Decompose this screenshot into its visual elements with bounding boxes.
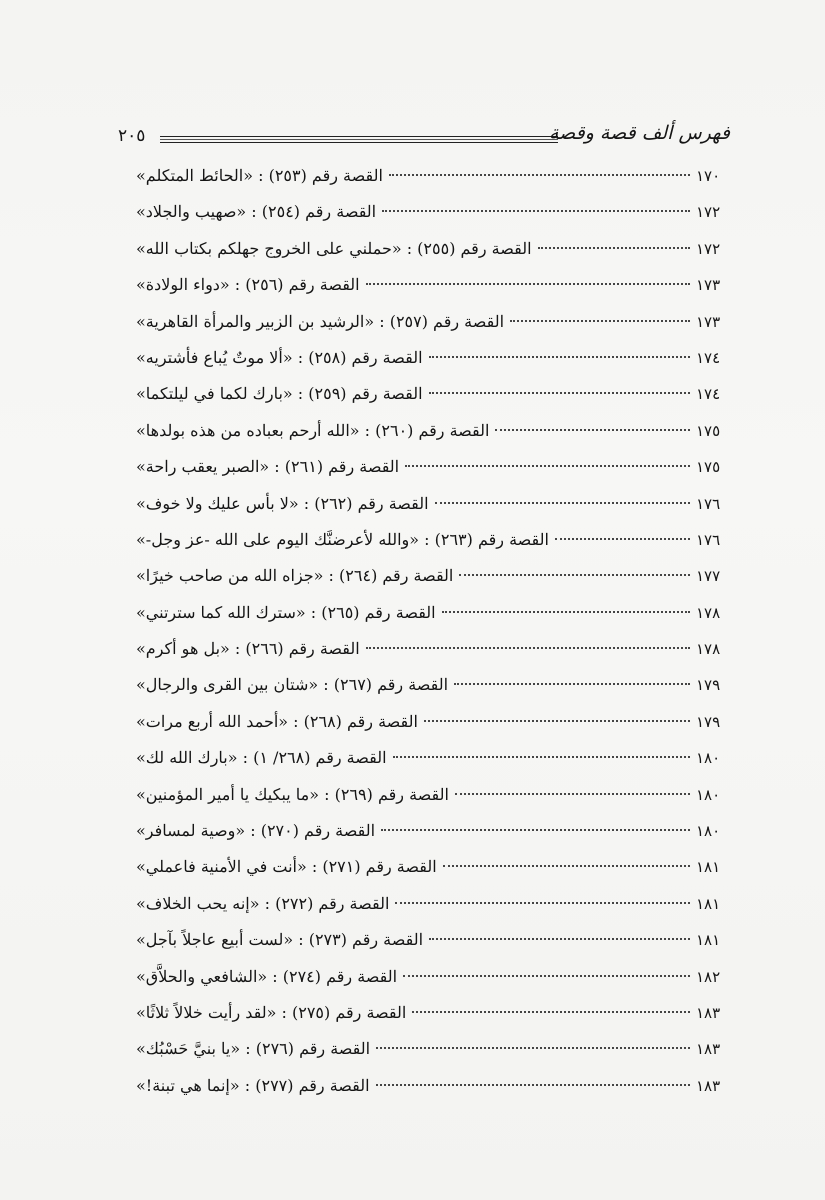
toc-entry-label: القصة رقم (٢٦٣) : «والله لأعرضنَّك اليوم على الله -عز وجل-»	[136, 529, 549, 549]
toc-entry-label: القصة رقم (٢٧٧) : «إنما هي تبنة!»	[136, 1075, 370, 1095]
toc-entry-page: ١٧٤	[696, 385, 721, 404]
dot-leader	[393, 756, 690, 758]
dot-leader	[429, 392, 690, 394]
toc-entry-page: ١٧٨	[696, 640, 721, 659]
toc-entry-label: القصة رقم (٢٧٣) : «لست أبيع عاجلاً بآجل»	[136, 930, 424, 950]
toc-entry	[130, 1003, 730, 1039]
dot-leader	[442, 611, 690, 613]
toc-entry-label: القصة رقم (٢٦٠) : «الله أرحم بعباده من هذه بولدها»	[136, 420, 490, 440]
toc-entry-page: ١٧٠	[696, 167, 721, 185]
toc-entry	[130, 1039, 730, 1075]
dot-leader	[429, 356, 690, 358]
running-title: فهرس ألف قصة وقصة	[548, 122, 730, 144]
toc-entry-page: ١٧٢	[696, 203, 721, 222]
toc-entry-label: القصة رقم (٢٦٢) : «لا بأس عليك ولا خوف»	[136, 493, 429, 513]
toc-entry-page: ١٧٣	[696, 276, 721, 295]
dot-leader	[495, 429, 690, 431]
toc-entry	[130, 566, 730, 602]
toc-entry-page: ١٨٢	[696, 967, 721, 986]
toc-entry	[130, 785, 730, 821]
toc-entry-page: ١٧٥	[696, 458, 721, 477]
toc-entry-page: ١٧٧	[696, 567, 721, 586]
dot-leader	[538, 247, 690, 249]
dot-leader	[424, 720, 690, 722]
toc-entry	[130, 494, 730, 530]
toc-entry	[130, 421, 730, 457]
dot-leader	[376, 1084, 690, 1086]
toc-entry	[130, 275, 730, 311]
toc-entry	[130, 166, 730, 202]
dot-leader	[435, 502, 690, 504]
toc-entry-page: ١٨١	[696, 858, 721, 877]
toc-entry	[130, 530, 730, 566]
toc-entry	[130, 857, 730, 893]
toc-entry-page: ١٧٩	[696, 712, 721, 731]
toc-entry-page: ١٨٣	[696, 1076, 721, 1095]
toc-entry-label: القصة رقم (٢٦٥) : «سترك الله كما سترتني»	[136, 602, 436, 622]
toc-entry-page: ١٨٠	[696, 785, 721, 804]
toc-entry	[130, 457, 730, 493]
toc-entry-page: ١٧٦	[696, 530, 721, 549]
toc-entry-page: ١٧٦	[696, 494, 721, 513]
toc-entry	[130, 967, 730, 1003]
toc-entry-page: ١٨٣	[696, 1040, 721, 1059]
page-header	[110, 124, 730, 152]
toc-entry	[130, 712, 730, 748]
toc-entry-label: القصة رقم (٢٦٧) : «شتان بين القرى والرجال»	[136, 675, 449, 695]
toc-entry-label: القصة رقم (٢٦٩) : «ما يبكيك يا أمير المؤمنين»	[136, 784, 449, 804]
table-of-contents	[130, 166, 730, 1112]
toc-entry-label: القصة رقم (٢٧٤) : «الشافعي والحلاَّق»	[136, 966, 398, 986]
toc-entry-label: القصة رقم (٢٥٩) : «بارك لكما في ليلتكما»	[136, 384, 423, 404]
dot-leader	[381, 829, 690, 831]
toc-entry-label: القصة رقم (٢٧٢) : «إنه يحب الخلاف»	[136, 893, 390, 913]
dot-leader	[366, 283, 690, 285]
dot-leader	[555, 538, 690, 540]
toc-entry	[130, 675, 730, 711]
toc-entry	[130, 639, 730, 675]
toc-entry-label: القصة رقم (٢٥٥) : «حملني على الخروج جهلكم بكتاب الله»	[136, 238, 532, 258]
toc-entry-label: القصة رقم (٢٧٥) : «لقد رأيت خلالاً ثلاثًا»	[136, 1002, 407, 1022]
dot-leader	[389, 174, 690, 176]
toc-entry-label: القصة رقم (٢٦١) : «الصبر يعقب راحة»	[136, 457, 400, 477]
toc-entry-page: ١٨٠	[696, 822, 721, 841]
dot-leader	[454, 683, 690, 685]
toc-entry	[130, 312, 730, 348]
toc-entry	[130, 603, 730, 639]
toc-entry	[130, 1076, 730, 1112]
dot-leader	[376, 1047, 690, 1049]
dot-leader	[412, 1011, 690, 1013]
toc-entry-page: ١٨١	[696, 894, 721, 913]
dot-leader	[403, 975, 690, 977]
dot-leader	[395, 902, 690, 904]
toc-entry-label: القصة رقم (٢٥٦) : «دواء الولادة»	[136, 275, 360, 295]
toc-entry-label: القصة رقم (٢٧١) : «أنت في الأمنية فاعملي»	[136, 857, 437, 877]
toc-entry-label: القصة رقم (٢٥٣) : «الحائط المتكلم»	[136, 166, 383, 185]
toc-entry	[130, 748, 730, 784]
toc-entry-label: القصة رقم (٢٧٦) : «يا بنيَّ حَسْبُك»	[136, 1039, 371, 1059]
dot-leader	[429, 938, 690, 940]
dot-leader	[382, 210, 690, 212]
dot-leader	[459, 574, 690, 576]
dot-leader	[455, 793, 690, 795]
toc-entry-label: القصة رقم (٢٦٨) : «أحمد الله أربع مرات»	[136, 711, 418, 731]
dot-leader	[366, 647, 690, 649]
toc-entry-page: ١٧٨	[696, 603, 721, 622]
dot-leader	[405, 465, 690, 467]
toc-entry	[130, 821, 730, 857]
page-number: ٢٠٥	[118, 126, 146, 146]
toc-entry	[130, 930, 730, 966]
toc-entry-page: ١٧٤	[696, 348, 721, 367]
toc-entry	[130, 384, 730, 420]
toc-entry-page: ١٨٠	[696, 749, 721, 768]
toc-entry	[130, 348, 730, 384]
dot-leader	[510, 320, 690, 322]
toc-entry-label: القصة رقم (٢٥٧) : «الرشيد بن الزبير والمرأة القاهرية»	[136, 311, 505, 331]
toc-entry-page: ١٧٣	[696, 312, 721, 331]
toc-entry-page: ١٨١	[696, 931, 721, 950]
toc-entry-label: القصة رقم (٢٥٨) : «ألا موتٌ يُباع فأشتريه»	[136, 347, 423, 367]
toc-entry-label: القصة رقم (٢٧٠) : «وصية لمسافر»	[136, 821, 376, 841]
toc-entry	[130, 202, 730, 238]
toc-entry	[130, 894, 730, 930]
toc-entry-page: ١٧٥	[696, 421, 721, 440]
header-rule-inner	[160, 139, 558, 140]
toc-entry-label: القصة رقم (٢٦٨/ ١) : «بارك الله لك»	[136, 748, 387, 768]
toc-entry-label: القصة رقم (٢٦٤) : «جزاه الله من صاحب خيرًا»	[136, 566, 454, 586]
toc-entry-label: القصة رقم (٢٥٤) : «صهيب والجلاد»	[136, 202, 377, 222]
dot-leader	[443, 865, 690, 867]
toc-entry-page: ١٧٢	[696, 239, 721, 258]
toc-entry-page: ١٧٩	[696, 676, 721, 695]
toc-entry-page: ١٨٣	[696, 1003, 721, 1022]
toc-entry-label: القصة رقم (٢٦٦) : «بل هو أكرم»	[136, 639, 360, 659]
toc-entry	[130, 239, 730, 275]
